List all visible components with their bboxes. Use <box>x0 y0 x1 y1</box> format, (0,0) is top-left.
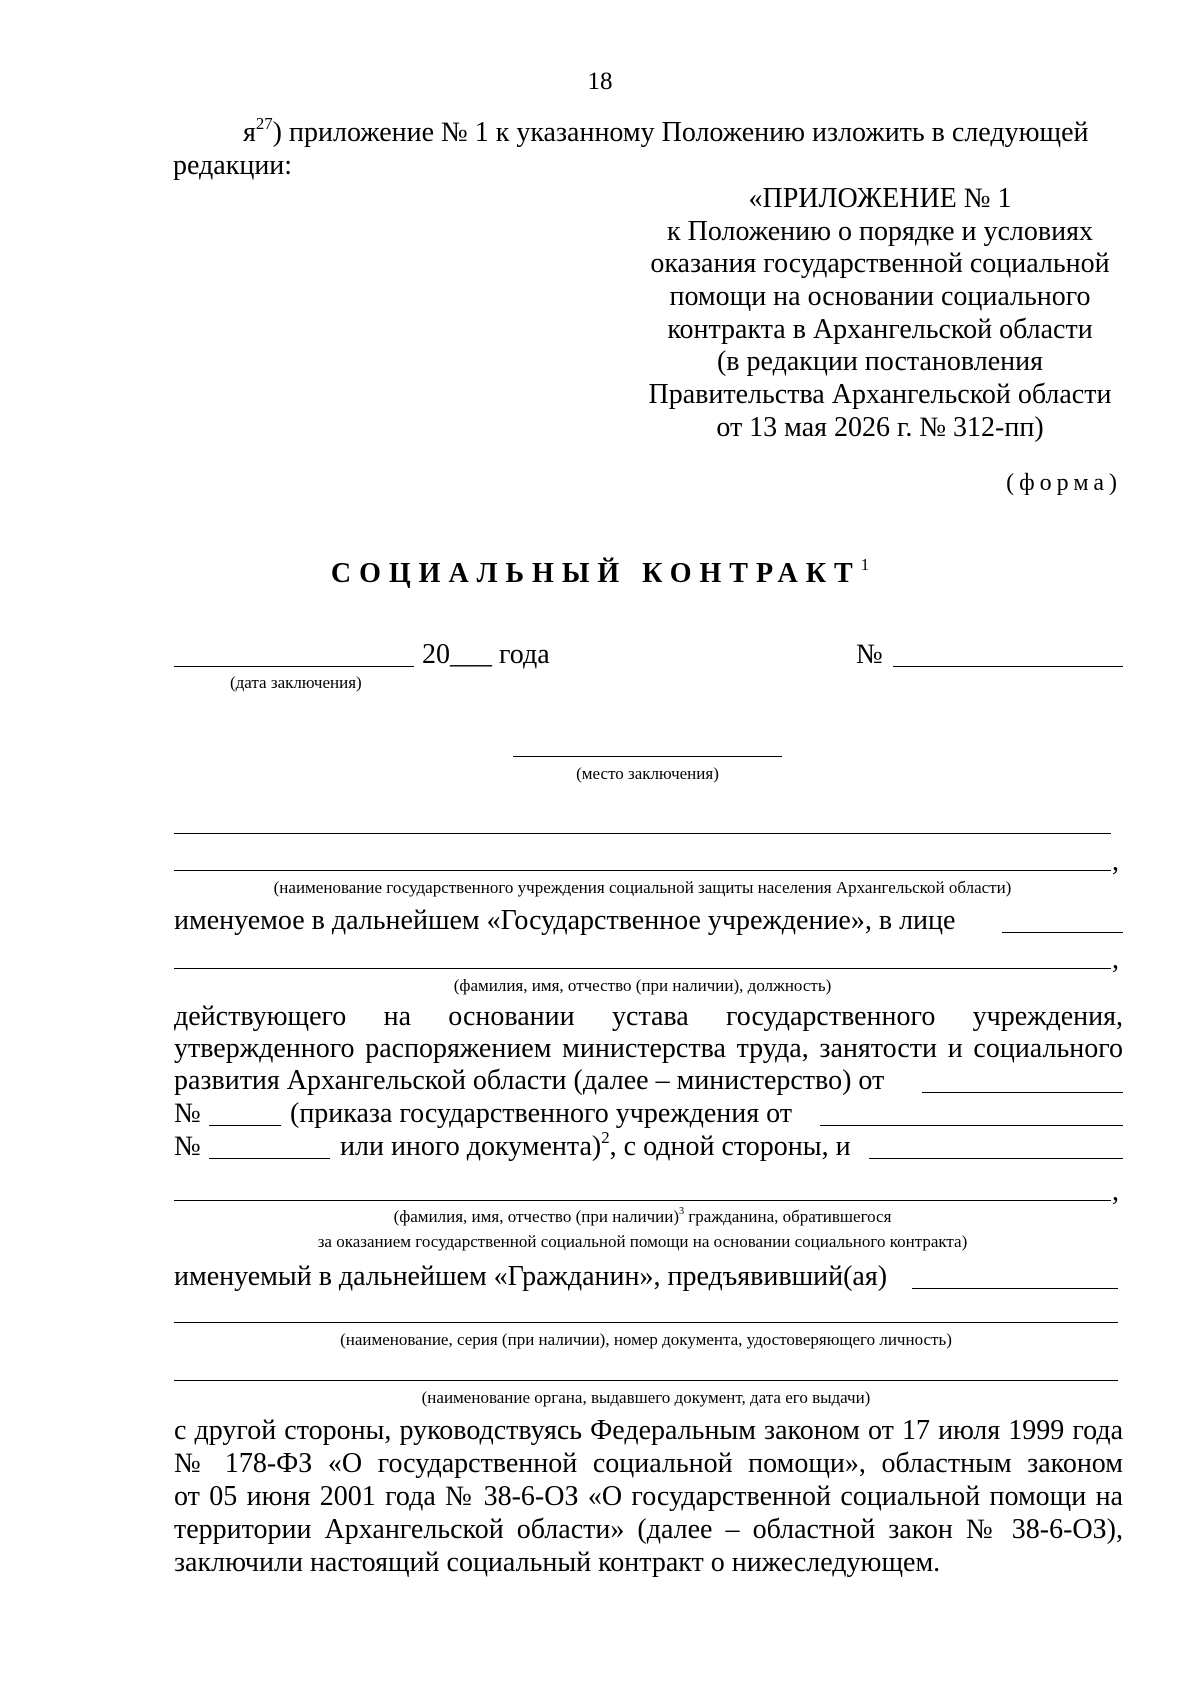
intro-rest: ) приложение № 1 к указанному Положению изложить в следующей <box>272 117 1089 148</box>
order-date-line <box>820 1125 1123 1126</box>
citizen-caption-1b: гражданина, обратившегося <box>684 1207 892 1226</box>
acting-line-1: действующего на основании устава государственного учреждения, <box>174 1001 1123 1032</box>
other-document-line <box>869 1158 1123 1159</box>
institution-line-1 <box>174 833 1111 834</box>
closing-line-2: № 178-ФЗ «О государственной социальной помощи», областным законом <box>174 1448 1123 1479</box>
appendix-line-5: контракта в Архангельской области <box>667 314 1093 345</box>
intro-prefix: я <box>243 117 256 148</box>
closing-line-3: от 05 июня 2001 года № 38-6-ОЗ «О государственной социальной помощи на <box>174 1481 1123 1512</box>
citizen-caption-1 <box>174 1207 1111 1227</box>
appendix-line-4: помощи на основании социального <box>669 281 1091 312</box>
named-citizen-text: именуемый в дальнейшем «Гражданин», предъявивший(ая) <box>174 1261 888 1292</box>
institution-comma: , <box>1112 846 1119 877</box>
acting-line-5-number: № <box>174 1131 201 1162</box>
ministry-date-line <box>922 1092 1123 1093</box>
institution-line-2 <box>174 870 1111 871</box>
issuer-caption: (наименование органа, выдавшего документ, дата его выдачи) <box>421 1388 871 1407</box>
person-caption: (фамилия, имя, отчество (при наличии), должность) <box>453 976 832 995</box>
closing-line-5: заключили настоящий социальный контракт о нижеследующем. <box>174 1547 941 1578</box>
footnote-ref-2: 2 <box>601 1128 610 1147</box>
identity-doc-line-short <box>912 1288 1118 1289</box>
institution-caption: (наименование государственного учреждения социальной защиты населения Архангельской области) <box>273 878 1012 897</box>
appendix-line-7: Правительства Архангельской области <box>648 379 1112 410</box>
place-caption: (место заключения) <box>576 764 719 783</box>
order-number-line <box>209 1158 330 1159</box>
doc-caption: (наименование, серия (при наличии), номер документа, удостоверяющего личность) <box>340 1330 952 1349</box>
appendix-line-6: (в редакции постановления <box>716 346 1044 377</box>
representative-line <box>174 968 1111 969</box>
intro-line-2: редакции: <box>173 150 293 181</box>
title-text: СОЦИАЛЬНЫЙ КОНТРАКТ <box>330 558 861 589</box>
document-title <box>0 555 1200 590</box>
appendix-line-2: к Положению о порядке и условиях <box>667 216 1093 247</box>
number-sign: № <box>856 639 883 670</box>
closing-line-4: территории Архангельской области» (далее – областной закон № 38-6-ОЗ), <box>174 1514 1123 1545</box>
footnote-ref-27: 27 <box>255 114 273 133</box>
identity-doc-line <box>174 1322 1118 1323</box>
date-blank-line <box>174 666 414 667</box>
form-label: (форма) <box>1006 470 1122 496</box>
appendix-line-3: оказания государственной социальной <box>650 248 1110 279</box>
contract-number-line <box>893 666 1123 667</box>
citizen-name-line <box>174 1200 1111 1201</box>
representative-comma: , <box>1112 944 1119 975</box>
one-side-text: , с одной стороны, и <box>609 1131 851 1162</box>
representative-line-short <box>1002 932 1123 933</box>
place-blank-line <box>513 756 782 757</box>
acting-line-2: утвержденного распоряжением министерства труда, занятости и социального <box>174 1033 1123 1064</box>
acting-line-3: развития Архангельской области (далее – министерство) от <box>174 1065 885 1096</box>
citizen-caption-1a: (фамилия, имя, отчество (при наличии) <box>393 1207 679 1226</box>
intro-line-1 <box>243 114 1089 149</box>
date-caption: (дата заключения) <box>230 673 362 692</box>
year-text: 20___ года <box>422 639 550 670</box>
acting-line-4-text: (приказа государственного учреждения от <box>290 1098 792 1129</box>
closing-line-1: с другой стороны, руководствуясь Федеральным законом от 17 июля 1999 года <box>174 1415 1123 1446</box>
page-number: 18 <box>587 68 613 95</box>
ministry-number-line <box>209 1125 281 1126</box>
acting-line-5-text <box>340 1128 851 1163</box>
issuer-line <box>174 1380 1118 1381</box>
footnote-ref-3: 3 <box>678 1206 685 1218</box>
citizen-caption-2: за оказанием государственной социальной помощи на основании социального контракта) <box>317 1232 968 1251</box>
appendix-line-8: от 13 мая 2026 г. № 312-пп) <box>716 412 1044 443</box>
acting-line-4-number: № <box>174 1098 201 1129</box>
appendix-line-1: «ПРИЛОЖЕНИЕ № 1 <box>748 183 1012 214</box>
other-document-text: или иного документа) <box>340 1131 602 1162</box>
footnote-ref-1: 1 <box>860 555 870 574</box>
named-institution-text: именуемое в дальнейшем «Государственное учреждение», в лице <box>174 905 956 936</box>
citizen-comma: , <box>1112 1176 1119 1207</box>
